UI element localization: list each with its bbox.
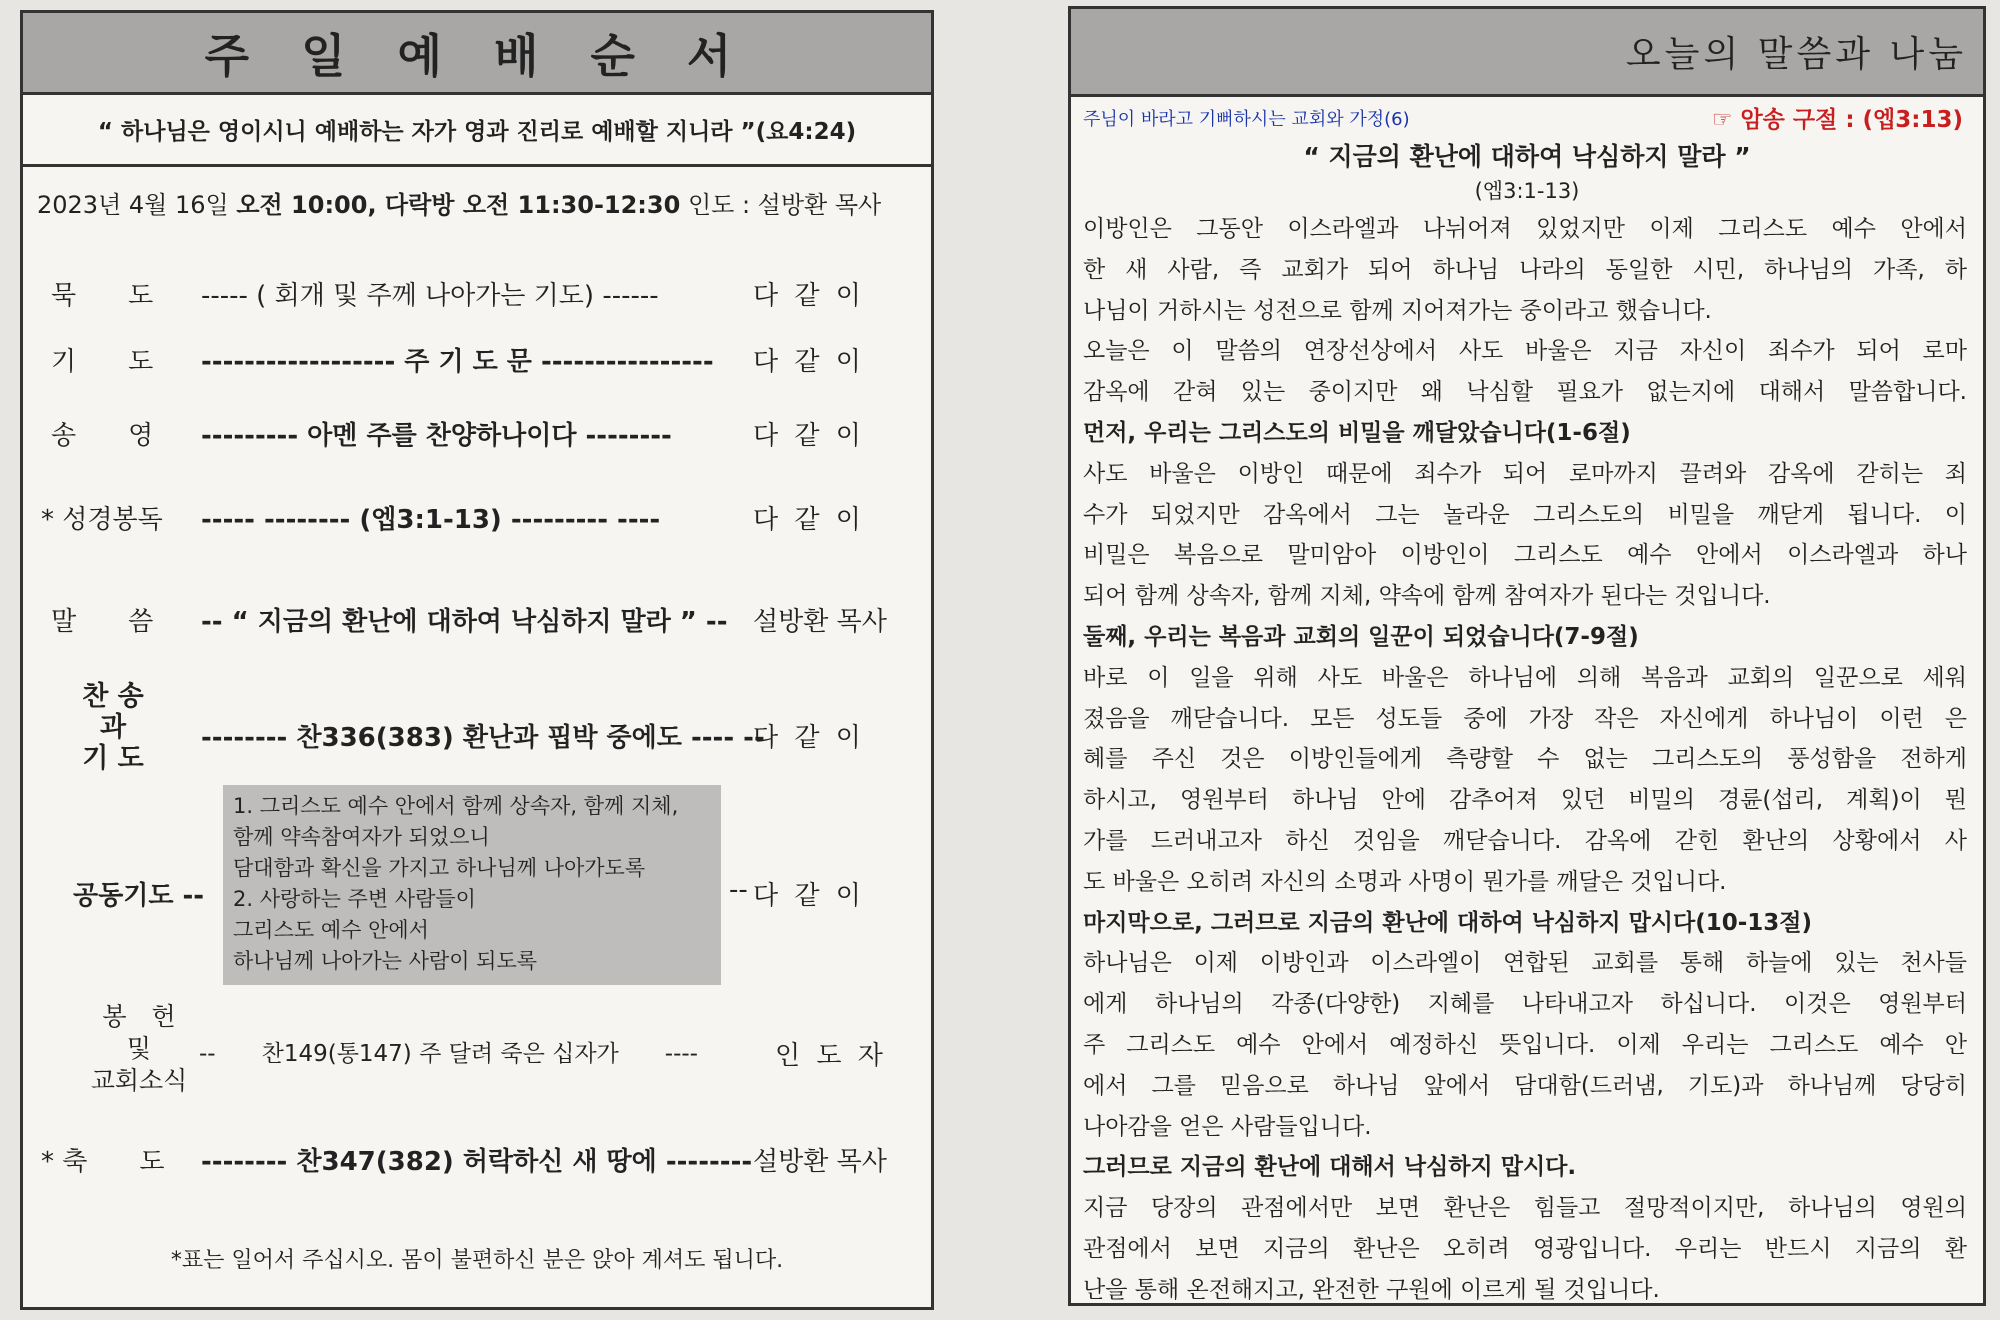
order-row-silent-prayer: [23, 275, 931, 315]
worship-order-panel: [20, 10, 934, 1310]
service-times: 오전 10:00, 다락방 오전 11:30-12:30: [236, 191, 681, 219]
body-line: 나아감을 얻은 사람들입니다.: [1083, 1113, 1372, 1140]
worship-order-title: 주 일 예 배 순 서: [204, 28, 750, 83]
sermon-title: “ 지금의 환난에 대하여 낙심하지 말라 ”: [1303, 142, 1751, 171]
order-item-leader: 다 같 이: [753, 505, 865, 535]
order-item-name-hymn-prayer: 찬 송 과 기 도: [82, 681, 144, 774]
prayer-line: 1. 그리스도 예수 안에서 함께 상속자, 함께 지체,: [233, 794, 679, 818]
order-item-leader: 설방환 목사: [753, 1147, 887, 1177]
body-line: 비밀은 복음으로 말미암아 이방인이 그리스도 예수 안에서 이스라엘과 하나: [1083, 542, 1967, 569]
service-date: 2023년 4월 16일: [37, 191, 237, 219]
order-item-name: 공동기도 --: [73, 881, 205, 911]
order-item-name: 기 도: [51, 347, 154, 377]
body-line: 도 바울은 오히려 자신의 소명과 사명이 뭔가를 깨달은 것입니다.: [1083, 868, 1727, 895]
order-item-leader: 설방환 목사: [753, 607, 887, 637]
order-row-doxology: [23, 415, 931, 455]
body-line: 오늘은 이 말씀의 연장선상에서 사도 바울은 지금 자신이 죄수가 되어 로마: [1083, 338, 1967, 365]
body-line: 사도 바울은 이방인 때문에 죄수가 되어 로마까지 끌려와 감옥에 갇히는 죄: [1083, 460, 1967, 487]
order-item-leader: 다 같 이: [753, 347, 865, 377]
order-item-content: --: [729, 875, 748, 905]
order-item-name-offering: 봉 헌 및 교회소식: [90, 1002, 188, 1095]
body-line: 이방인은 그동안 이스라엘과 나뉘어져 있었지만 이제 그리스도 예수 안에서: [1083, 216, 1967, 242]
body-line: 수가 되었지만 감옥에서 그는 놀라운 그리스도의 비밀을 깨닫게 됩니다. 이: [1083, 501, 1967, 528]
service-date-line: [23, 167, 931, 220]
worship-order-header: [23, 13, 931, 95]
order-item-content: -------- 찬336(383) 환난과 핍박 중에도 ---- --: [201, 723, 765, 753]
body-line: 난을 통해 온전해지고, 완전한 구원에 이르게 될 것입니다.: [1083, 1276, 1660, 1303]
order-row-sermon: [23, 601, 931, 641]
body-line: 관점에서 보면 지금의 환난은 오히려 영광입니다. 우리는 반드시 지금의 환: [1083, 1235, 1967, 1262]
order-item-leader: 다 같 이: [753, 281, 865, 311]
order-item-leader: 인 도 자: [775, 1041, 887, 1071]
order-item-leader: 다 같 이: [753, 881, 865, 911]
order-item-name: * 축 도: [41, 1147, 165, 1177]
order-item-content: -------- 찬347(382) 허락하신 새 땅에 --------: [201, 1147, 753, 1177]
order-row-offering: [23, 1035, 931, 1075]
body-line: 하나님은 이제 이방인과 이스라엘이 연합된 교회를 통해 하늘에 있는 천사들: [1083, 950, 1967, 977]
section-heading: 둘째, 우리는 복음과 교회의 일꾼이 되었습니다(7-9절): [1083, 623, 1639, 650]
prayer-line: 담대함과 확신을 가지고 하나님께 나아가도록: [233, 856, 646, 880]
order-item-leader: 다 같 이: [753, 421, 865, 451]
body-line: 지금 당장의 관점에서만 보면 환난은 힘들고 절망적이지만, 하나님의 영원의: [1083, 1195, 1967, 1222]
prayer-line: 2. 사랑하는 주변 사람들이: [233, 887, 476, 911]
order-item-content: ----- ( 회개 및 주께 나아가는 기도) ------: [201, 281, 659, 311]
memorize-verse: ☞ 암송 구절 : (엡3:13): [1711, 107, 1963, 133]
prayer-line: 하나님께 나아가는 사람이 되도록: [233, 949, 538, 973]
body-line: 나님이 거하시는 성전으로 함께 지어져가는 중이라고 했습니다.: [1083, 297, 1712, 324]
section-heading: 먼저, 우리는 그리스도의 비밀을 깨달았습니다(1-6절): [1083, 419, 1631, 446]
body-line: 에서 그를 믿음으로 하나님 앞에서 담대함(드러냄, 기도)과 하나님께 당당히: [1083, 1072, 1967, 1099]
sermon-header: [1071, 9, 1983, 97]
order-item-name: * 성경봉독: [41, 505, 163, 535]
body-line: 혜를 주신 것은 이방인들에게 측량할 수 없는 그리스도의 풍성함을 전하게: [1083, 746, 1967, 773]
order-item-content: ------------------ 주 기 도 문 ----------------: [201, 347, 714, 377]
order-item-name: 송 영: [51, 421, 154, 451]
series-title: 주님이 바라고 기뻐하시는 교회와 가정(6): [1083, 109, 1410, 130]
order-item-name: 말 씀: [51, 607, 154, 637]
body-line: 주 그리스도 예수 안에서 예정하신 뜻입니다. 이제 우리는 그리스도 예수 안: [1083, 1031, 1967, 1058]
section-heading: 그러므로 지금의 환난에 대해서 낙심하지 맙시다.: [1083, 1154, 1577, 1181]
sermon-panel-title: 오늘의 말씀과 나눔: [1625, 34, 1967, 75]
body-line: 한 새 사람, 즉 교회가 되어 하나님 나라의 동일한 시민, 하나님의 가족, 하: [1083, 256, 1967, 283]
order-item-content: --------- 아멘 주를 찬양하나이다 --------: [201, 421, 672, 451]
prayer-line: 그리스도 예수 안에서: [233, 918, 429, 942]
order-row-scripture-reading: [23, 499, 931, 539]
order-item-content: -- 찬149(통147) 주 달려 죽은 십자가 ----: [199, 1041, 698, 1067]
standing-notice: *표는 일어서 주십시오. 몸이 불편하신 분은 앉아 계셔도 됩니다.: [170, 1248, 784, 1273]
body-line: 가를 드러내고자 하신 것임을 깨닫습니다. 감옥에 갇힌 환난의 상황에서 사: [1083, 827, 1967, 854]
body-line: 감옥에 갇혀 있는 중이지만 왜 낙심할 필요가 없는지에 대해서 말씀합니다.: [1083, 379, 1967, 406]
prayer-line: 함께 약속참여자가 되었으니: [233, 825, 490, 849]
body-line: 하시고, 영원부터 하나님 안에 감추어져 있던 비밀의 경륜(섭리, 계획)이 뭔: [1083, 787, 1967, 814]
sermon-reference: (엡3:1-13): [1474, 179, 1580, 203]
sermon-panel: [1068, 6, 1986, 1306]
body-line: 에게 하나님의 각종(다양한) 지혜를 나타내고자 하십니다. 이것은 영원부터: [1083, 991, 1967, 1018]
body-line: 되어 함께 상속자, 함께 지체, 약속에 함께 참여자가 된다는 것입니다.: [1083, 583, 1771, 610]
order-row-benediction: [23, 1141, 931, 1181]
sermon-subhead: [1071, 97, 1983, 137]
common-prayer-box: [223, 785, 721, 985]
body-line: 바로 이 일을 위해 사도 바울은 하나님에 의해 복음과 교회의 일꾼으로 세워: [1083, 664, 1967, 691]
theme-verse: “ 하나님은 영이시니 예배하는 자가 영과 진리로 예배할 지니라 ”(요4:24): [23, 95, 931, 167]
order-item-leader: 다 같 이: [753, 723, 865, 753]
section-heading: 마지막으로, 그러므로 지금의 환난에 대하여 낙심하지 맙시다(10-13절): [1083, 909, 1813, 936]
order-item-content: -- “ 지금의 환난에 대하여 낙심하지 말라 ” --: [201, 607, 728, 637]
service-leader: 인도 : 설방환 목사: [680, 191, 882, 219]
order-row-prayer: [23, 341, 931, 381]
order-item-content: ----- -------- (엡3:1-13) --------- ----: [201, 505, 661, 535]
sermon-body: [1071, 205, 1983, 1311]
body-line: 졌음을 깨닫습니다. 모든 성도들 중에 가장 작은 자신에게 하나님이 이런 은: [1083, 705, 1967, 732]
order-row-hymn-prayer: [23, 717, 931, 757]
order-item-name: 묵 도: [51, 281, 154, 311]
